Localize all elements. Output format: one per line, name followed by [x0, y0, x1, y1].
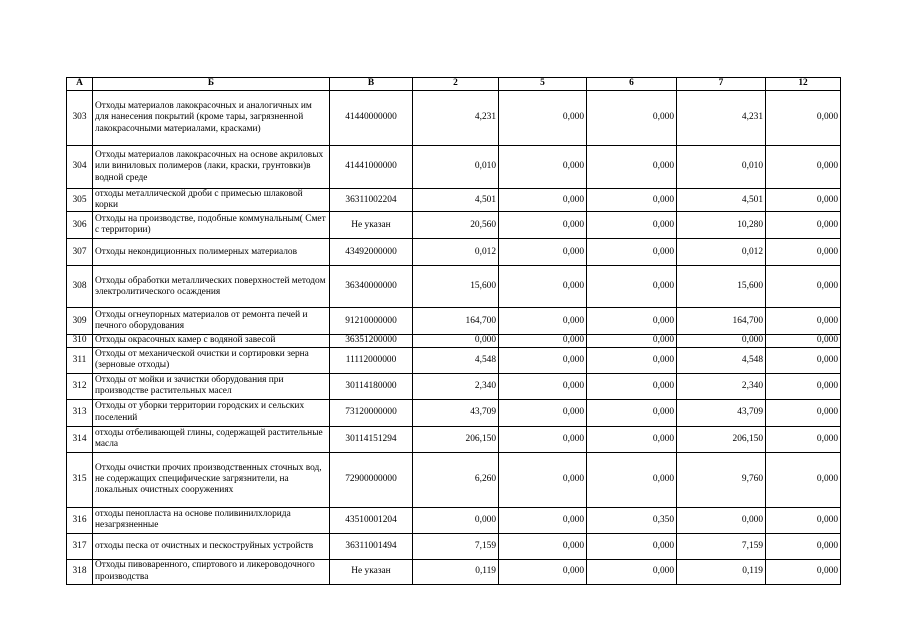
value-col-5: 0,000 — [499, 507, 587, 533]
waste-code: 72900000000 — [330, 452, 413, 507]
table-row — [67, 212, 841, 239]
row-number: 313 — [67, 399, 93, 426]
value-col-7: 43,709 — [677, 399, 766, 426]
value-col-5: 0,000 — [499, 91, 587, 146]
value-col-2: 0,010 — [413, 146, 499, 189]
value-col-12: 0,000 — [766, 426, 841, 452]
value-col-5: 0,000 — [499, 533, 587, 559]
row-number: 315 — [67, 452, 93, 507]
value-col-12: 0,000 — [766, 452, 841, 507]
value-col-12: 0,000 — [766, 347, 841, 373]
waste-code: 11112000000 — [330, 347, 413, 373]
table-row — [67, 308, 841, 335]
value-col-12: 0,000 — [766, 559, 841, 584]
table-row — [67, 533, 841, 559]
value-col-2: 4,548 — [413, 347, 499, 373]
header-cell: 12 — [766, 78, 841, 91]
row-number: 305 — [67, 189, 93, 212]
waste-description: отходы пенопласта на основе поливинилхлорида незагрязненные — [93, 507, 330, 533]
value-col-12: 0,000 — [766, 266, 841, 308]
value-col-5: 0,000 — [499, 212, 587, 239]
table-row — [67, 91, 841, 146]
table-row — [67, 146, 841, 189]
header-cell: А — [67, 78, 93, 91]
value-col-5: 0,000 — [499, 399, 587, 426]
value-col-12: 0,000 — [766, 373, 841, 399]
table-body — [67, 91, 841, 585]
value-col-5: 0,000 — [499, 266, 587, 308]
value-col-2: 15,600 — [413, 266, 499, 308]
value-col-2: 2,340 — [413, 373, 499, 399]
value-col-12: 0,000 — [766, 507, 841, 533]
waste-code: 91210000000 — [330, 308, 413, 335]
value-col-6: 0,000 — [587, 189, 677, 212]
value-col-2: 43,709 — [413, 399, 499, 426]
header-cell: 6 — [587, 78, 677, 91]
value-col-5: 0,000 — [499, 347, 587, 373]
value-col-2: 4,231 — [413, 91, 499, 146]
table-row — [67, 559, 841, 584]
value-col-2: 0,000 — [413, 507, 499, 533]
waste-description: Отходы очистки прочих производственных сточных вод, не содержащих специфические загрязнители, на локальных очистных сооружениях — [93, 452, 330, 507]
value-col-7: 4,501 — [677, 189, 766, 212]
value-col-7: 10,280 — [677, 212, 766, 239]
value-col-12: 0,000 — [766, 239, 841, 266]
row-number: 314 — [67, 426, 93, 452]
waste-code: 41441000000 — [330, 146, 413, 189]
value-col-5: 0,000 — [499, 146, 587, 189]
value-col-6: 0,000 — [587, 266, 677, 308]
waste-table — [66, 77, 841, 585]
waste-description: отходы отбеливающей глины, содержащей растительные масла — [93, 426, 330, 452]
waste-description: Отходы обработки металлических поверхностей методом электролитического осаждения — [93, 266, 330, 308]
waste-code: 43492000000 — [330, 239, 413, 266]
row-number: 308 — [67, 266, 93, 308]
value-col-5: 0,000 — [499, 308, 587, 335]
row-number: 312 — [67, 373, 93, 399]
row-number: 317 — [67, 533, 93, 559]
waste-description: Отходы от мойки и зачистки оборудования при производстве растительных масел — [93, 373, 330, 399]
value-col-7: 0,010 — [677, 146, 766, 189]
header-row — [67, 78, 841, 91]
row-number: 304 — [67, 146, 93, 189]
table-row — [67, 266, 841, 308]
table-row — [67, 347, 841, 373]
waste-description: Отходы от уборки территории городских и сельских поселений — [93, 399, 330, 426]
value-col-7: 7,159 — [677, 533, 766, 559]
row-number: 316 — [67, 507, 93, 533]
waste-description: Отходы пивоваренного, спиртового и ликероводочного производства — [93, 559, 330, 584]
waste-code: 41440000000 — [330, 91, 413, 146]
table-row — [67, 507, 841, 533]
value-col-6: 0,000 — [587, 239, 677, 266]
header-cell: 5 — [499, 78, 587, 91]
value-col-5: 0,000 — [499, 189, 587, 212]
waste-code: 36351200000 — [330, 335, 413, 347]
table-row — [67, 373, 841, 399]
value-col-2: 7,159 — [413, 533, 499, 559]
value-col-5: 0,000 — [499, 426, 587, 452]
waste-code: 36311001494 — [330, 533, 413, 559]
value-col-7: 4,231 — [677, 91, 766, 146]
row-number: 306 — [67, 212, 93, 239]
value-col-6: 0,000 — [587, 347, 677, 373]
waste-description: отходы металлической дроби с примесью шлаковой корки — [93, 189, 330, 212]
value-col-7: 0,012 — [677, 239, 766, 266]
waste-code: 36311002204 — [330, 189, 413, 212]
waste-code: 73120000000 — [330, 399, 413, 426]
waste-description: Отходы окрасочных камер с водяной завесой — [93, 335, 330, 347]
value-col-12: 0,000 — [766, 91, 841, 146]
value-col-7: 0,000 — [677, 507, 766, 533]
row-number: 309 — [67, 308, 93, 335]
value-col-5: 0,000 — [499, 559, 587, 584]
value-col-2: 20,560 — [413, 212, 499, 239]
value-col-2: 0,119 — [413, 559, 499, 584]
waste-description: Отходы огнеупорных материалов от ремонта печей и печного оборудования — [93, 308, 330, 335]
value-col-12: 0,000 — [766, 146, 841, 189]
value-col-12: 0,000 — [766, 399, 841, 426]
value-col-6: 0,000 — [587, 212, 677, 239]
value-col-12: 0,000 — [766, 308, 841, 335]
waste-description: отходы песка от очистных и пескоструйных устройств — [93, 533, 330, 559]
value-col-2: 0,000 — [413, 335, 499, 347]
value-col-2: 164,700 — [413, 308, 499, 335]
value-col-6: 0,350 — [587, 507, 677, 533]
waste-description: Отходы материалов лакокрасочных и аналогичных им для нанесения покрытий (кроме тары, загрязненной лакокрасочными материалами, красками) — [93, 91, 330, 146]
value-col-12: 0,000 — [766, 335, 841, 347]
value-col-7: 164,700 — [677, 308, 766, 335]
table-row — [67, 335, 841, 347]
table-row — [67, 189, 841, 212]
waste-code: 43510001204 — [330, 507, 413, 533]
waste-code: Не указан — [330, 212, 413, 239]
waste-description: Отходы от механической очистки и сортировки зерна (зерновые отходы) — [93, 347, 330, 373]
row-number: 311 — [67, 347, 93, 373]
value-col-6: 0,000 — [587, 399, 677, 426]
value-col-12: 0,000 — [766, 189, 841, 212]
value-col-5: 0,000 — [499, 239, 587, 266]
header-cell: Б — [93, 78, 330, 91]
table-row — [67, 399, 841, 426]
waste-description: Отходы на производстве, подобные коммунальным( Смет с территории) — [93, 212, 330, 239]
value-col-5: 0,000 — [499, 452, 587, 507]
row-number: 307 — [67, 239, 93, 266]
row-number: 303 — [67, 91, 93, 146]
value-col-7: 9,760 — [677, 452, 766, 507]
value-col-6: 0,000 — [587, 308, 677, 335]
header-cell: 7 — [677, 78, 766, 91]
waste-code: Не указан — [330, 559, 413, 584]
value-col-12: 0,000 — [766, 533, 841, 559]
value-col-7: 0,119 — [677, 559, 766, 584]
header-cell: В — [330, 78, 413, 91]
value-col-6: 0,000 — [587, 91, 677, 146]
value-col-12: 0,000 — [766, 212, 841, 239]
value-col-7: 2,340 — [677, 373, 766, 399]
waste-code: 30114151294 — [330, 426, 413, 452]
value-col-7: 4,548 — [677, 347, 766, 373]
value-col-7: 0,000 — [677, 335, 766, 347]
table-row — [67, 239, 841, 266]
waste-description: Отходы некондиционных полимерных материалов — [93, 239, 330, 266]
value-col-2: 206,150 — [413, 426, 499, 452]
value-col-6: 0,000 — [587, 559, 677, 584]
value-col-2: 0,012 — [413, 239, 499, 266]
table-row — [67, 426, 841, 452]
value-col-7: 206,150 — [677, 426, 766, 452]
row-number: 310 — [67, 335, 93, 347]
header-cell: 2 — [413, 78, 499, 91]
table-row — [67, 452, 841, 507]
value-col-6: 0,000 — [587, 373, 677, 399]
value-col-6: 0,000 — [587, 335, 677, 347]
value-col-2: 6,260 — [413, 452, 499, 507]
waste-description: Отходы материалов лакокрасочных на основе акриловых или виниловых полимеров (лаки, краски, грунтовки)в водной среде — [93, 146, 330, 189]
waste-code: 36340000000 — [330, 266, 413, 308]
value-col-6: 0,000 — [587, 452, 677, 507]
value-col-5: 0,000 — [499, 373, 587, 399]
value-col-6: 0,000 — [587, 533, 677, 559]
value-col-7: 15,600 — [677, 266, 766, 308]
value-col-5: 0,000 — [499, 335, 587, 347]
value-col-2: 4,501 — [413, 189, 499, 212]
value-col-6: 0,000 — [587, 426, 677, 452]
row-number: 318 — [67, 559, 93, 584]
value-col-6: 0,000 — [587, 146, 677, 189]
waste-code: 30114180000 — [330, 373, 413, 399]
